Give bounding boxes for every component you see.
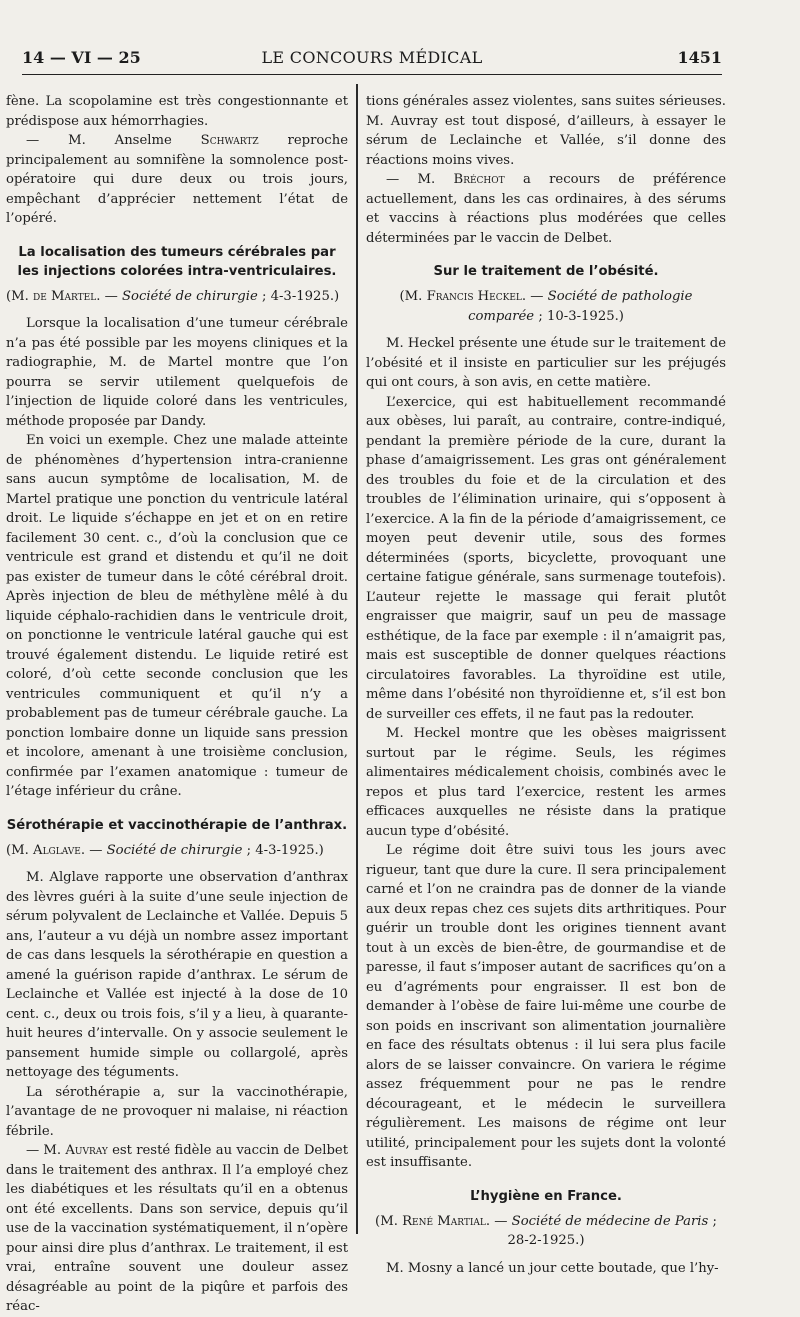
paragraph: Le régime doit être suivi tous les jours avec rigueur, tant que dure la cure. Il sera principalement carné et l’on ne craindra pas de donner de la viande aux deux repas chez ces sujets dits arthritiques. Pour guérir un trouble dont les origines tiennent avant tout à un excès de bien-être, de gourmandise et de paresse, il faut s’imposer autant de sacrifices qu’on a eu d’agréments pour engraisser. Il est bon de demander à l’obèse de faire lui-même une courbe de son poids en inscrivant son alimentation journalière en face des résultats obtenus : il lui sera plus facile alors de se laisser convaincre. On variera le régime assez fréquemment pour ne pas le rendre décourageant, et le médecin le surveillera régulièrement. Les maisons de régime ont leur utilité, principalement pour les sujets dont la volonté est insuffisante.	[366, 843, 726, 1170]
section-title: L’hygiène en France.	[470, 1188, 622, 1204]
section-reference	[6, 287, 348, 307]
journal-title: LE CONCOURS MÉDICAL	[261, 48, 483, 67]
paragraph: fène. La scopolamine est très congestionnante et prédispose aux hémorrhagies.	[6, 94, 348, 129]
text: est resté fidèle au vaccin de Delbet dans le traitement des anthrax. Il l’a employé chez les diabétiques et les résultats qu’il en a obtenus ont été excellents. Dans son service, depuis qu’il use de la vaccination systématiquement, il n’opère pour ainsi dire plus d’anthrax. Le traitement, il est vrai, entraîne souvent une douleur assez désagréable au point de la piqûre et parfois des réac-	[6, 1143, 348, 1314]
text: — M. Anselme	[26, 133, 201, 148]
paragraph: La sérothérapie a, sur la vaccinothérapie, l’avantage de ne provoquer ni malaise, ni réaction fébrile.	[6, 1084, 348, 1139]
paragraph: M. Mosny a lancé un jour cette boutade, que l’hy-	[386, 1260, 719, 1276]
page-header	[22, 48, 722, 75]
text: . —	[80, 842, 107, 858]
text: ; 28-2-1925.)	[507, 1213, 717, 1248]
section-title: La localisation des tumeurs cérébrales par les injections colorées intra-ventriculaires.	[17, 244, 337, 279]
section-reference	[366, 1212, 726, 1251]
society-name: Société de pathologie comparée	[468, 289, 693, 324]
section-reference	[6, 841, 348, 861]
column-divider	[356, 84, 358, 1234]
issue-date: 14 — VI — 25	[22, 48, 141, 67]
paragraph: tions générales assez violentes, sans suites sérieuses. M. Auvray est tout disposé, d’ailleurs, à essayer le sérum de Leclainche et Vallée, s’il donne des réactions moins vives.	[366, 94, 726, 168]
author-name: Schwartz	[200, 133, 259, 148]
paragraph: L’exercice, qui est habituellement recommandé aux obèses, lui paraît, au contraire, contre-indiqué, pendant la première période de la cure, durant la phase d’amaigrissement. Les gras ont généralement des troubles du foie et de la circulation et des troubles de l’élimination urinaire, qui s’opposent à l’exercice. A la fin de la période d’amaigrissement, ce moyen peut devenir utile, sous des formes déterminées (sports, bicyclette, provoquant une certaine fatigue générale, sans surmenage toutefois). L’auteur rejette le massage qui ferait plutôt engraisser que maigrir, sauf un peu de massage esthétique, de la face par exemple : il n’amaigrit pas, mais est susceptible de donner quelques réactions circulatoires favorables. La thyroïdine est utile, même dans l’obésité non thyroïdienne et, s’il est bon de surveiller ces effets, il ne faut pas la redouter.	[366, 394, 726, 722]
section-title: Sur le traitement de l’obésité.	[433, 264, 659, 279]
paragraph: En voici un exemple. Chez une malade atteinte de phénomènes d’hypertension intra-cranienne sans aucun symptôme de localisation, M. de Martel pratique une ponction du ventricule latéral droit. Le liquide s’échappe en jet et on en retire facilement 30 cent. c., d’où la conclusion que ce ventricule est grand et distendu et qu’il ne doit pas exister de tumeur dans le côté cérébral droit. Après injection de bleu de méthylène mêlé à du liquide céphalo-rachidien dans le ventricule droit, on ponctionne le ventricule latéral gauche qui est trouvé également distendu. Le liquide retiré est coloré, d’où cette seconde conclusion que les ventricules communiquent et qu’il n’y a probablement pas de tumeur cérébrale gauche. La ponction lombaire donne un liquide sans pression et incolore, amenant à une troisième conclusion, confirmée par l’examen anatomique : tumeur de l’étage inférieur du crâne.	[6, 433, 348, 799]
text: a recours de préférence actuellement, dans les cas ordinaires, à des sérums et vaccins à réactions plus modérées que celles déterminées par le vaccin de Delbet.	[366, 172, 726, 246]
author-name: René Martial	[402, 1213, 486, 1229]
text: (M.	[6, 288, 34, 304]
text: — M.	[26, 1143, 66, 1158]
text: — M.	[386, 172, 454, 187]
left-column	[6, 92, 348, 1314]
paragraph	[6, 1141, 348, 1317]
society-name: Société de chirurgie	[106, 842, 243, 858]
author-name: Bréchot	[453, 172, 505, 187]
paragraph: M. Alglave rapporte une observation d’anthrax des lèvres guéri à la suite d’une seule injection de sérum polyvalent de Leclainche et Vallée. Depuis 5 ans, l’auteur a vu déjà un nombre assez important de cas dans lesquels la sérothérapie en question a amené la guérison rapide d’anthrax. Le sérum de Leclainche et Vallée est injecté à la dose de 10 cent. c., deux ou trois fois, s’il y a lieu, à quarante-huit heures d’intervalle. On y associe seulement le pansement humide simple ou collargolé, après nettoyage des téguments.	[6, 870, 348, 1080]
section-reference	[366, 287, 726, 326]
author-name: Francis Heckel	[426, 289, 522, 304]
text: . —	[96, 288, 122, 304]
author-name: de Martel	[33, 288, 97, 304]
text: ; 10-3-1925.)	[534, 308, 624, 324]
author-name: Auvray	[65, 1143, 108, 1158]
paragraph: M. Heckel montre que les obèses maigrissent surtout par le régime. Seuls, les régimes alimentaires médicalement choisis, combinés avec le repos et plus tard l’exercice, restent les armes efficaces auxquelles ne résiste dans la pratique aucun type d’obésité.	[366, 726, 726, 839]
right-column	[366, 92, 727, 1276]
text: reproche principalement au somnifène la somnolence post-opératoire qui dure deux ou trois jours, empêchant d’apprécier nettement l’état de l’opéré.	[6, 133, 348, 226]
page-number: 1451	[677, 48, 722, 67]
text: ; 4-3-1925.)	[257, 288, 340, 304]
section-title: Sérothérapie et vaccinothérapie de l’anthrax.	[6, 817, 348, 833]
text: . —	[485, 1213, 512, 1229]
author-name: Alglave	[33, 842, 81, 858]
text: ; 4-3-1925.)	[242, 842, 324, 858]
text: (M.	[399, 289, 427, 304]
paragraph	[6, 131, 348, 229]
society-name: Société de chirurgie	[121, 288, 258, 304]
paragraph: Lorsque la localisation d’une tumeur cérébrale n’a pas été possible par les moyens cliniques et la radiographie, M. de Martel montre que l’on pourra se servir utilement quelquefois de l’injection de liquide coloré dans les ventricules, méthode proposée par Dandy.	[6, 316, 348, 429]
text: . —	[521, 289, 548, 304]
paragraph: M. Heckel présente une étude sur le traitement de l’obésité et il insiste en particulier sur les préjugés qui ont cours, à son avis, en cette matière.	[366, 336, 727, 390]
text: (M.	[6, 842, 34, 858]
society-name: Société de médecine de Paris	[511, 1213, 709, 1229]
paragraph	[366, 170, 726, 248]
text: (M.	[375, 1213, 403, 1229]
